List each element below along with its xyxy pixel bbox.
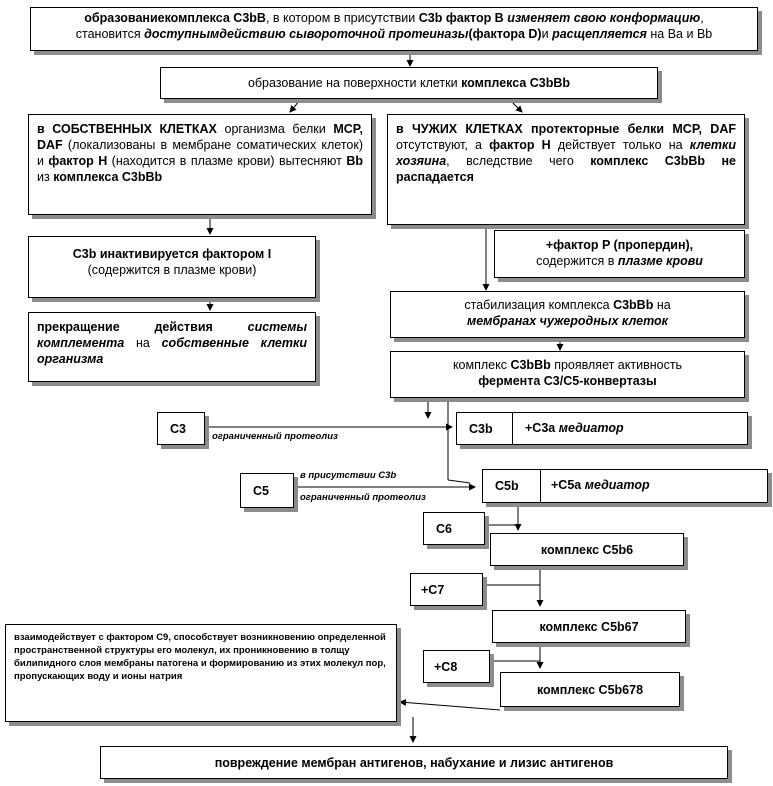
c8-box: +C8 bbox=[423, 650, 490, 683]
proteolysis-label-2: ограниченный протеолиз bbox=[300, 492, 426, 503]
c3bb-formation-box: образованиекомплекса C3bB, в котором в присутствии C3b фактор B изменяет свою конформацию, становится доступнымдействию сывороточной протеиназы(фактора D)и расщепляется на Ba и Bb bbox=[30, 7, 758, 51]
c5b-cell: C5b bbox=[483, 470, 541, 502]
complement-stop-box: прекращение действия системы комплемента на собственные клетки организма bbox=[28, 312, 316, 382]
c7-box: +C7 bbox=[410, 573, 483, 606]
presence-c3b-label: в присутствии C3b bbox=[300, 470, 397, 481]
stabilization-box: стабилизация комплекса C3bBb на мембранах чужеродных клеток bbox=[390, 291, 745, 338]
c3a-mediator: +C3a медиатор bbox=[525, 421, 624, 435]
c5-box: C5 bbox=[240, 473, 294, 508]
convertase-box: комплекс C3bBb проявляет активность фермента C3/C5-конвертазы bbox=[390, 351, 745, 398]
properdin-box: +фактор P (пропердин), содержится в плазме крови bbox=[494, 230, 745, 278]
foreign-cells-box: в ЧУЖИХ КЛЕТКАХ протекторные белки MCP, DAF отсутствуют, а фактор H действует только на клетки хозяина, вследствие чего комплекс C3bBb не распадается bbox=[387, 114, 745, 225]
c6-box: C6 bbox=[423, 512, 485, 545]
c3b-box bbox=[456, 412, 748, 445]
c5b67-box: комплекс C5b67 bbox=[492, 610, 686, 643]
final-outcome-box: повреждение мембран антигенов, набухание и лизис антигенов bbox=[100, 746, 728, 779]
factor-i-box: C3b инактивируется фактором I (содержится в плазме крови) bbox=[28, 236, 316, 298]
c9-description-box: взаимодействует с фактором C9, способствует возникновению определенной пространственной структуры его молекул, их проникновению в толщу билипидного слоя мембраны патогена и формированию из этих молекул пор, пропускающих воду и ионы натрия bbox=[5, 624, 397, 722]
proteolysis-label-1: ограниченный протеолиз bbox=[212, 431, 338, 442]
c5a-mediator: +C5a медиатор bbox=[551, 478, 650, 492]
c5b6-box: комплекс C5b6 bbox=[490, 533, 684, 566]
c5b678-box: комплекс C5b678 bbox=[500, 672, 680, 707]
c5b-box bbox=[482, 469, 768, 503]
c3-box: C3 bbox=[157, 412, 205, 445]
c3bbb-surface-box: образование на поверхности клетки комплекса C3bBb bbox=[160, 67, 658, 99]
c3b-cell: C3b bbox=[457, 413, 513, 444]
own-cells-box: в СОБСТВЕННЫХ КЛЕТКАХ организма белки MCP, DAF (локализованы в мембране соматических клеток) и фактор H (находится в плазме крови) вытесняют Bb из комплекса C3bBb bbox=[28, 114, 372, 215]
